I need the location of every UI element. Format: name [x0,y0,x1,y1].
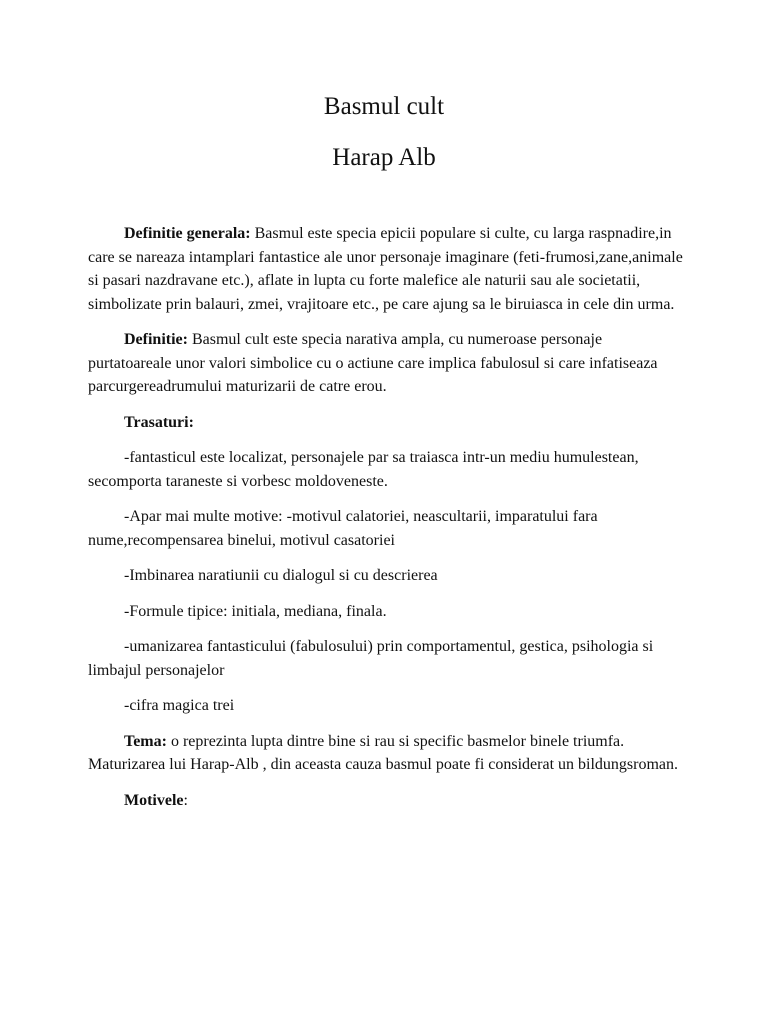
document-title: Basmul cult [323,93,445,120]
trasaturi-item: -Formule tipice: initiala, mediana, finala. [124,602,387,620]
paragraph-tema [88,730,688,777]
paragraph-definitie-generala [88,222,688,316]
definitie-label: Definitie: [124,331,188,348]
paragraph-definitie [88,328,688,399]
motivele-colon: : [183,791,188,809]
definitie-text: Basmul cult este specia narativa ampla, cu numeroase personaje purtatoareale unor valori simbolice cu o actiune care implica fabulosul si care infatiseaza parcurgereadrumului maturizarii de catre erou. [88,331,658,395]
paragraph-motivele [88,789,688,813]
paragraph-trasaturi-heading [88,411,688,435]
trasaturi-item: -Imbinarea naratiunii cu dialogul si cu descrierea [124,567,438,584]
motivele-label: Motivele [124,791,184,809]
tema-label: Tema: [124,732,167,750]
trasaturi-item: -cifra magica trei [124,697,235,714]
trasaturi-item: -Apar mai multe motive: -motivul calatoriei, neascultarii, imparatului fara nume,recompensarea binelui, motivul casatoriei [88,508,598,549]
definitie-generala-text: Basmul este specia epicii populare si culte, cu larga raspnadire,in care se nareaza intamplari fantastice ale unor personaje imaginare (feti-frumosi,zane,animale si pasari nazdravane etc.), aflate in lupta cu forte malefice ale naturii sau ale societatii, simbolizate prin balauri, zmei, vrajitoare etc., pe care ajung sa le biruiasca in cele din urma. [88,225,683,313]
trasaturi-label: Trasaturi: [124,413,194,431]
trasaturi-item: -umanizarea fantasticului (fabulosului) prin comportamentul, gestica, psihologia si limbajul personajelor [88,638,654,679]
definitie-generala-label: Definitie generala: [124,225,251,242]
tema-text: o reprezinta lupta dintre bine si rau si specific basmelor binele triumfa. Maturizarea lui Harap-Alb , din aceasta cauza basmul poate fi considerat un bildungsroman. [88,732,678,773]
trasaturi-item: -fantasticul este localizat, personajele par sa traiasca intr-un mediu humulestean, secomporta taraneste si vorbesc moldoveneste. [88,449,639,490]
document-subtitle: Harap Alb [332,144,436,171]
document-body [88,222,688,824]
